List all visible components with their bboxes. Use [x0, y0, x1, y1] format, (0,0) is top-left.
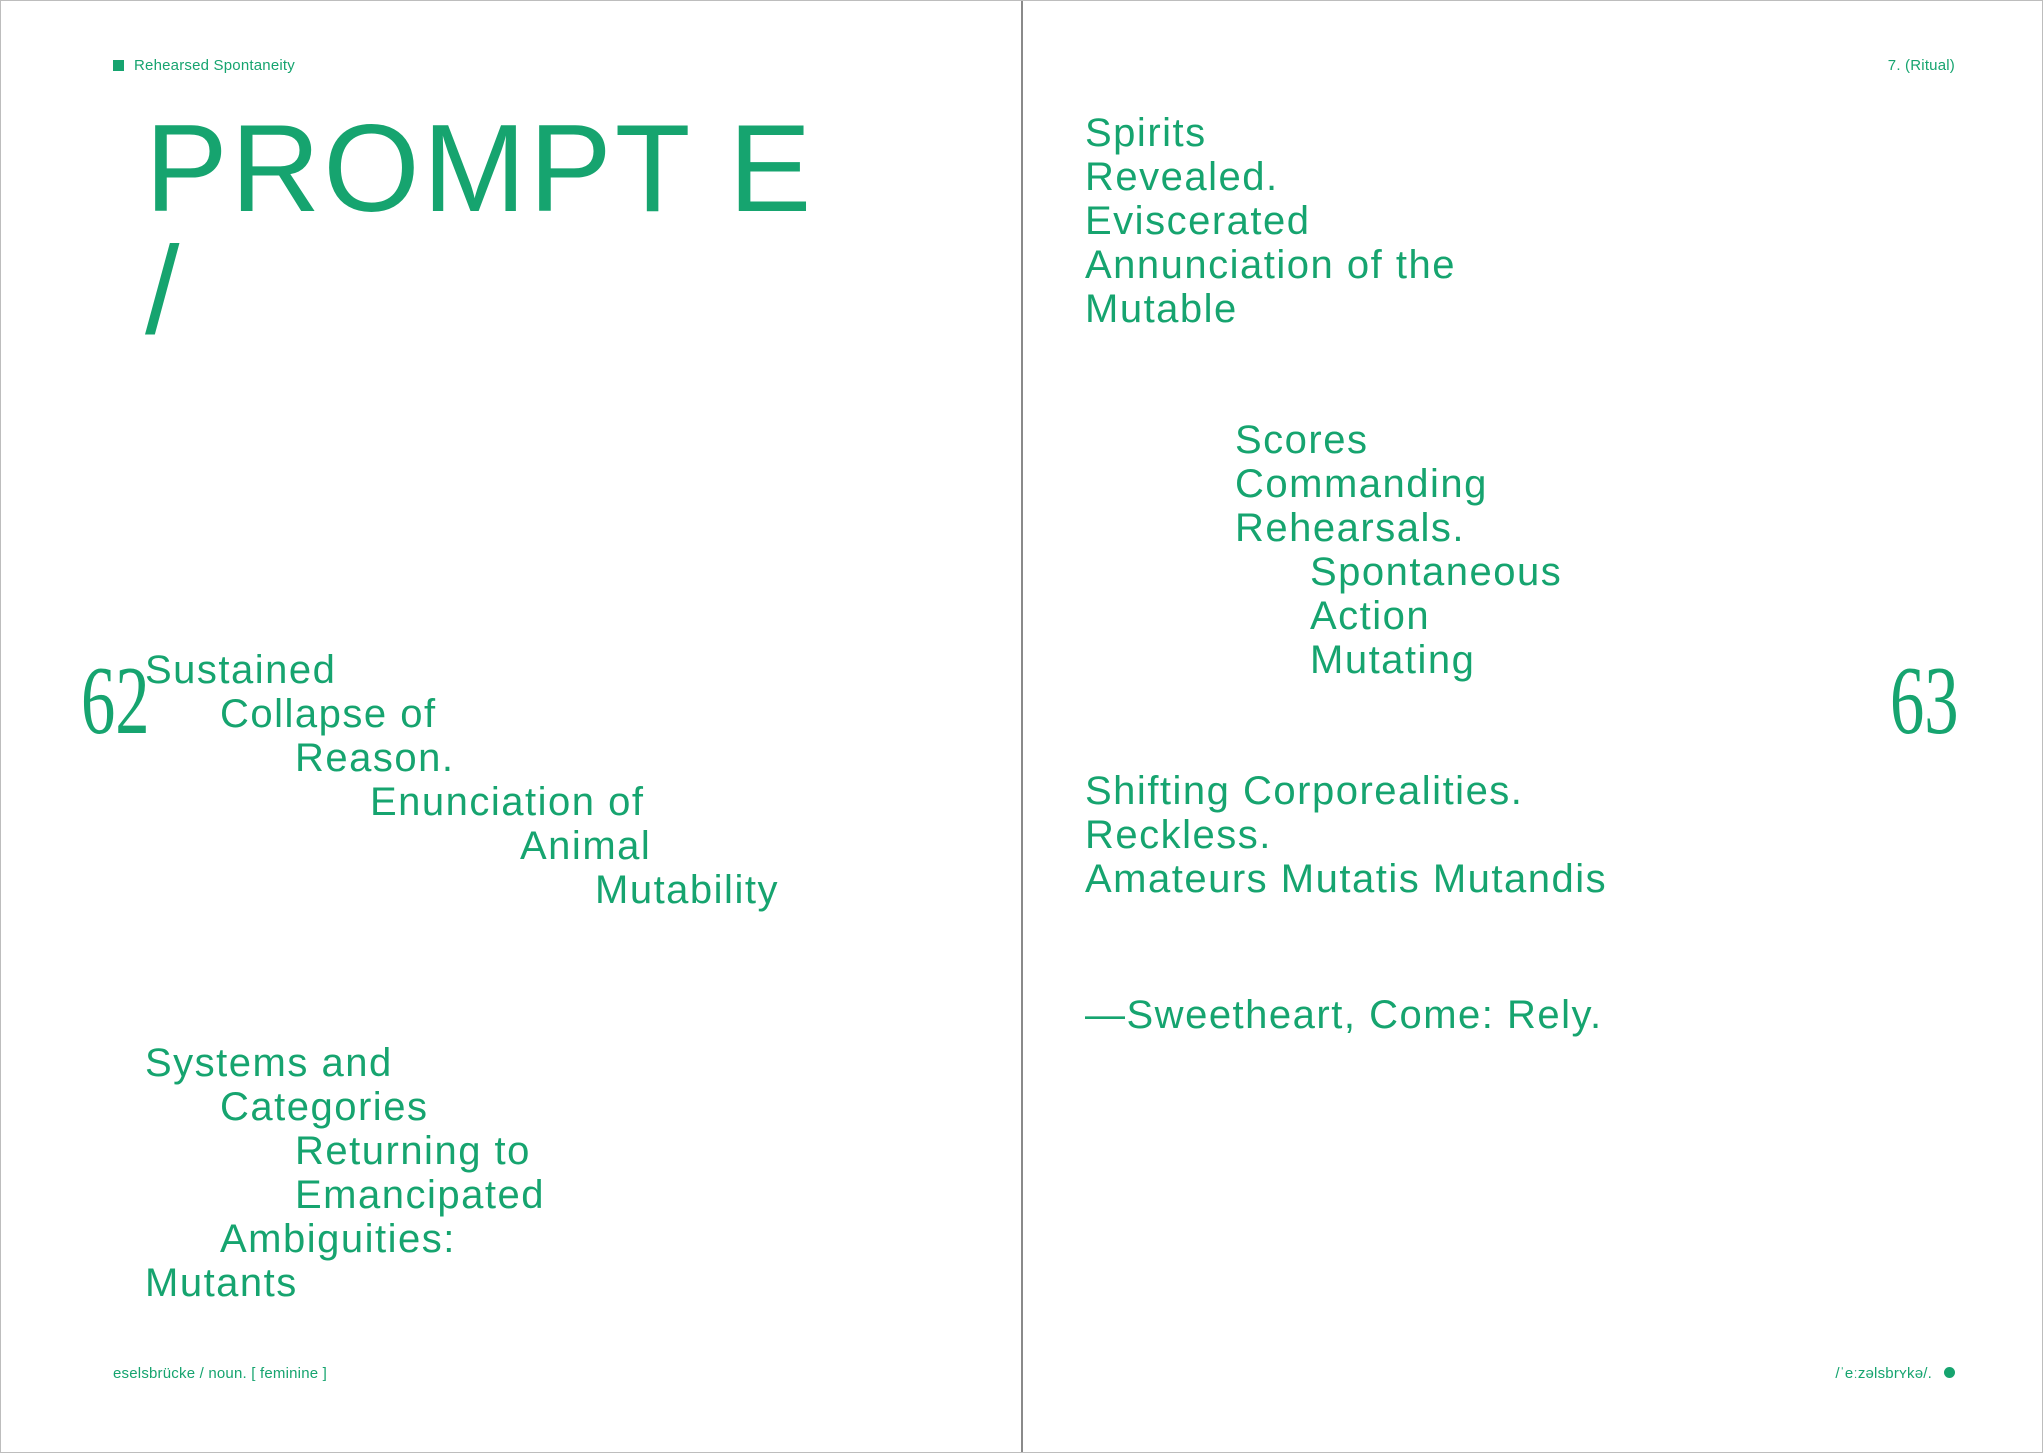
- footer-right-text: /ˈeːzəlsbrʏkə/.: [1835, 1365, 1932, 1382]
- running-head-left: [113, 57, 295, 75]
- poem-line: Collapse of: [220, 692, 437, 736]
- title-slash: /: [145, 222, 180, 360]
- stanza-2: [145, 1041, 545, 1305]
- poem-line: Spirits: [1085, 111, 1207, 155]
- page-number-right: 63: [1890, 647, 1959, 755]
- poem-line: Shifting Corporealities.: [1085, 769, 1524, 813]
- poem-line: Animal: [520, 824, 652, 868]
- right-page: [1023, 1, 2042, 1452]
- running-head-left-text: Rehearsed Spontaneity: [134, 57, 295, 74]
- running-head-right: 7. (Ritual): [1887, 57, 1955, 74]
- stanza-4: [1085, 418, 1562, 682]
- poem-line: Action: [1310, 594, 1431, 638]
- poem-line: Emancipated: [295, 1173, 545, 1217]
- poem-line: Mutants: [145, 1261, 298, 1305]
- poem-line: Reckless.: [1085, 813, 1272, 857]
- poem-line: Eviscerated: [1085, 199, 1311, 243]
- poem-line: Returning to: [295, 1129, 531, 1173]
- poem-line: Mutability: [595, 868, 779, 912]
- poem-line: Categories: [220, 1085, 429, 1129]
- poem-line: Spontaneous: [1310, 550, 1563, 594]
- signoff-line: —Sweetheart, Come: Rely.: [1085, 993, 1603, 1037]
- dot-marker-icon: [1944, 1367, 1955, 1378]
- poem-line: Reason.: [295, 736, 455, 780]
- poem-line: Scores: [1235, 418, 1369, 462]
- poem-line: Mutating: [1310, 638, 1476, 682]
- footer-left: eselsbrücke / noun. [ feminine ]: [113, 1365, 328, 1382]
- poem-line: Revealed.: [1085, 155, 1279, 199]
- stanza-1: [145, 648, 779, 912]
- left-page: [1, 1, 1021, 1452]
- page-title: PROMPT E: [145, 100, 815, 238]
- poem-line: Annunciation of the: [1085, 243, 1456, 287]
- poem-line: Amateurs Mutatis Mutandis: [1085, 857, 1608, 901]
- stanza-5: [1085, 769, 1607, 901]
- poem-line: Rehearsals.: [1235, 506, 1465, 550]
- stanza-3: [1085, 111, 1456, 331]
- poem-line: Ambiguities:: [220, 1217, 456, 1261]
- poem-line: Sustained: [145, 648, 337, 692]
- footer-right: [1835, 1365, 1955, 1383]
- poem-line: Mutable: [1085, 287, 1238, 331]
- poem-line: Systems and: [145, 1041, 393, 1085]
- square-marker-icon: [113, 60, 124, 71]
- poem-line: Commanding: [1235, 462, 1488, 506]
- poem-line: Enunciation of: [370, 780, 645, 824]
- page-number-left: 62: [81, 647, 150, 755]
